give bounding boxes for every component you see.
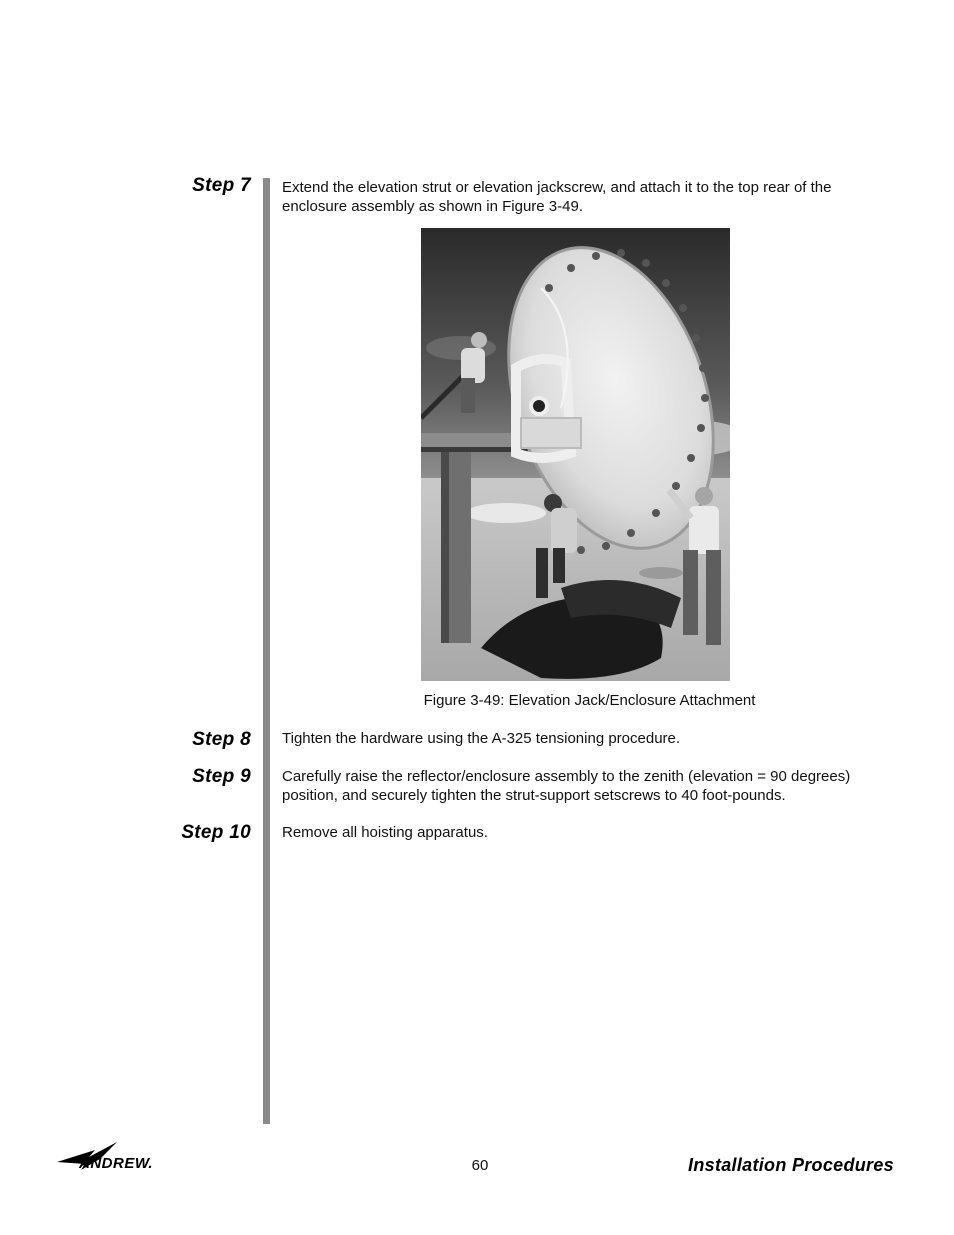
side-bar — [263, 178, 270, 1124]
footer-section-title: Installation Procedures — [688, 1155, 894, 1175]
step-9-label: Step 9 — [192, 766, 251, 787]
step-9-text: Carefully raise the reflector/enclosure assembly to the zenith (elevation = 90 degrees) position, and securely tighten the strut-support setscrews to 40 foot-pounds. — [282, 768, 851, 804]
logo-text: ANDREW. — [79, 1155, 154, 1172]
antenna-photo-illustration — [421, 228, 730, 681]
step-8-text: Tighten the hardware using the A-325 tensioning procedure. — [282, 730, 681, 747]
figure-photo — [421, 228, 730, 681]
step-7-text: Extend the elevation strut or elevation jackscrew, and attach it to the top rear of the enclosure assembly as shown in Figure 3-49. — [282, 179, 832, 215]
step-7-label: Step 7 — [192, 175, 251, 196]
figure-caption: Figure 3-49: Elevation Jack/Enclosure Attachment — [423, 692, 756, 709]
step-8-label: Step 8 — [192, 729, 251, 750]
andrew-logo — [55, 1140, 175, 1176]
page-number: 60 — [471, 1157, 489, 1174]
step-10-label: Step 10 — [181, 822, 251, 843]
step-10-text: Remove all hoisting apparatus. — [282, 824, 488, 841]
